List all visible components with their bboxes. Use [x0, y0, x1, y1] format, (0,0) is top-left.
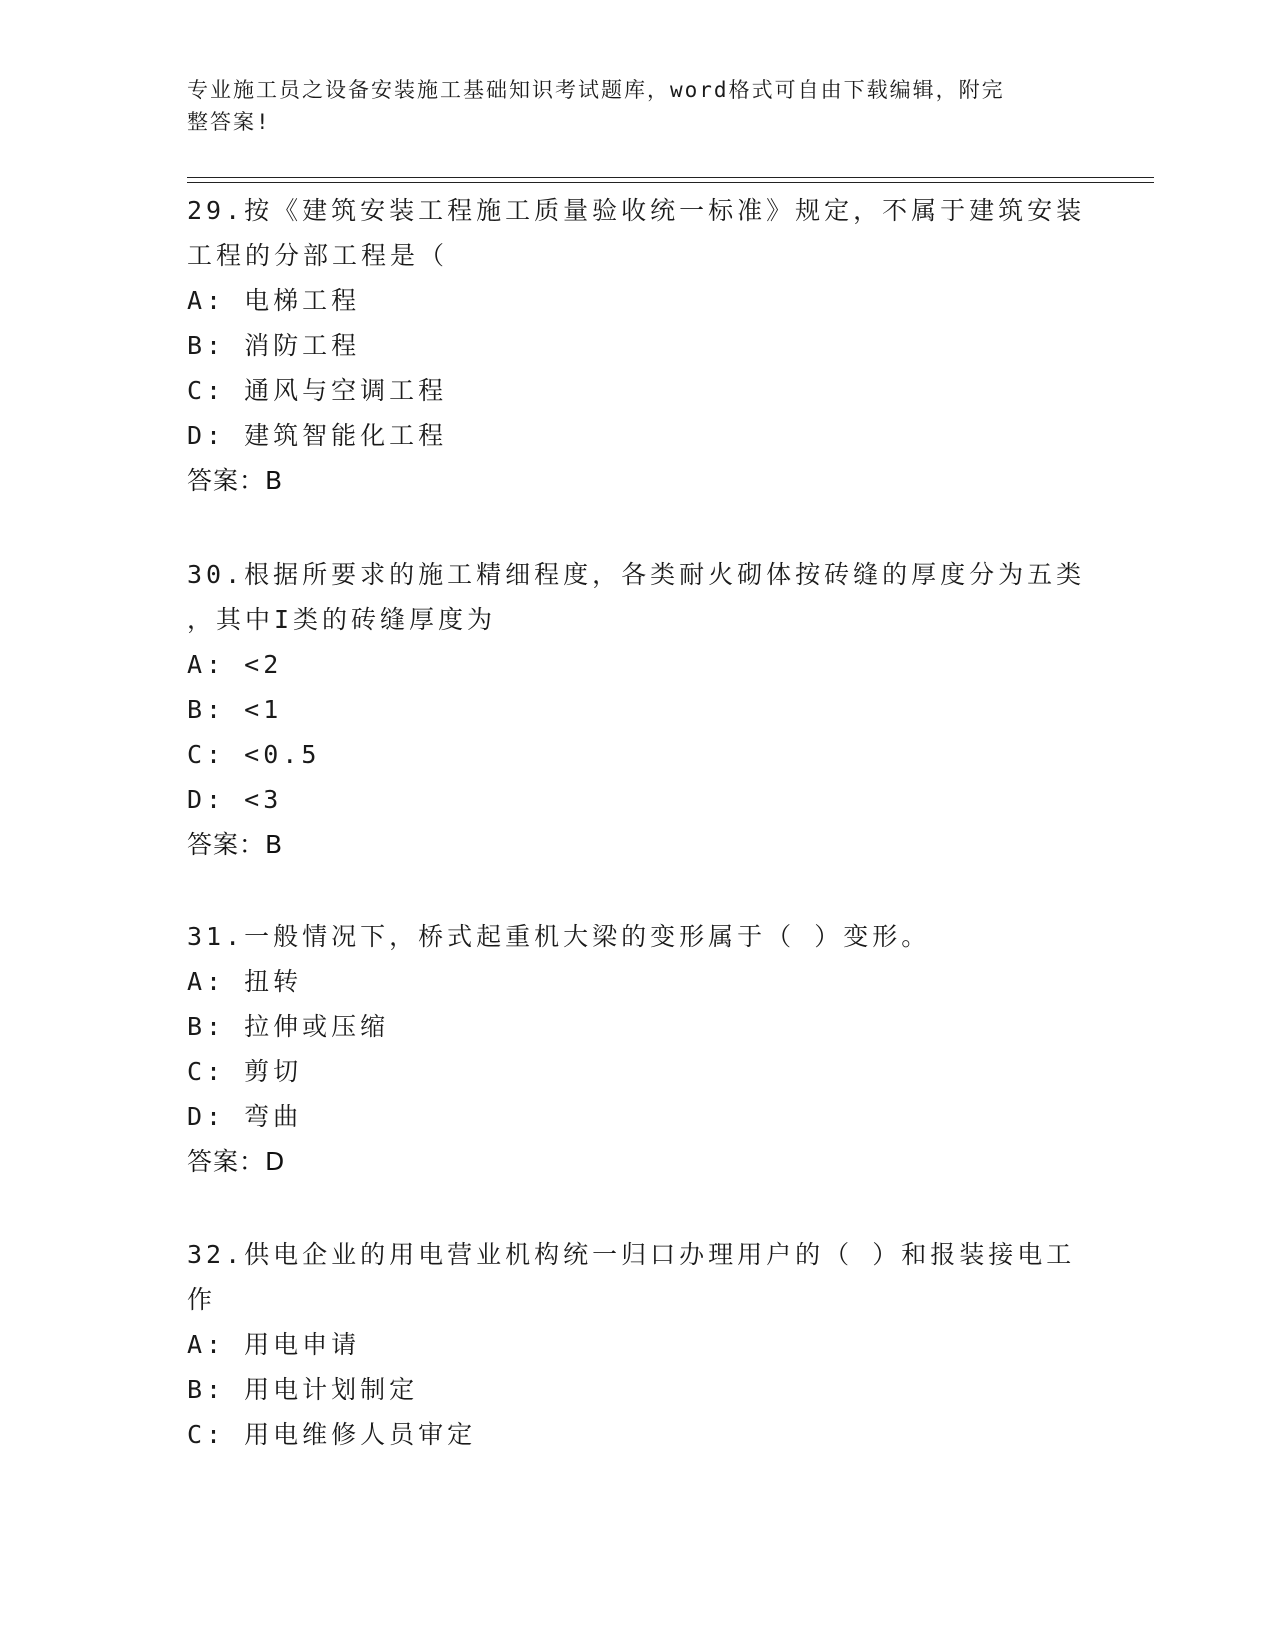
question-stem-line: 32.供电企业的用电营业机构统一归口办理用户的（ ）和报装接电工: [187, 1240, 1076, 1269]
option-key: D:: [187, 421, 226, 450]
option-key: A:: [187, 286, 226, 315]
question-32: [187, 1232, 1087, 1457]
option-text: <3: [244, 785, 283, 814]
question-stem-line: 31.一般情况下，桥式起重机大梁的变形属于（ ）变形。: [187, 922, 931, 951]
question-stem-line: 30.根据所要求的施工精细程度，各类耐火砌体按砖缝的厚度分为五类: [187, 560, 1086, 589]
question-stem: [187, 1232, 1087, 1322]
question-30: [187, 552, 1087, 867]
option-key: A:: [187, 650, 226, 679]
option-text: 拉伸或压缩: [244, 1012, 390, 1041]
option-text: 弯曲: [244, 1102, 303, 1131]
question-31: [187, 914, 1087, 1184]
option-key: B:: [187, 1375, 226, 1404]
option-key: D:: [187, 785, 226, 814]
option-key: C:: [187, 376, 226, 405]
option-d: [187, 413, 1087, 458]
option-text: 通风与空调工程: [244, 376, 448, 405]
option-c: [187, 732, 1087, 777]
option-d: [187, 777, 1087, 822]
question-stem-line: ，其中I类的砖缝厚度为: [187, 605, 497, 634]
option-text: <1: [244, 695, 283, 724]
question-stem: [187, 914, 1087, 959]
option-key: C:: [187, 1057, 226, 1086]
question-stem: [187, 552, 1087, 642]
question-stem-line: 工程的分部工程是（: [187, 241, 449, 270]
question-29: [187, 188, 1087, 503]
answer-line: 答案：B: [187, 466, 284, 495]
question-stem-line: 作: [187, 1285, 217, 1314]
option-key: B:: [187, 331, 226, 360]
option-key: D:: [187, 1102, 226, 1131]
option-key: B:: [187, 1012, 226, 1041]
option-c: [187, 368, 1087, 413]
option-b: [187, 1367, 1087, 1412]
option-text: 剪切: [244, 1057, 303, 1086]
option-c: [187, 1049, 1087, 1094]
option-a: [187, 278, 1087, 323]
option-text: 用电申请: [244, 1330, 361, 1359]
option-key: C:: [187, 1420, 226, 1449]
option-b: [187, 323, 1087, 368]
option-text: <0.5: [244, 740, 321, 769]
option-b: [187, 687, 1087, 732]
option-key: A:: [187, 967, 226, 996]
header-divider-bottom: [187, 182, 1154, 183]
question-stem-line: 29.按《建筑安装工程施工质量验收统一标准》规定，不属于建筑安装: [187, 196, 1086, 225]
answer-line: 答案：D: [187, 1147, 286, 1176]
option-key: C:: [187, 740, 226, 769]
option-text: 用电计划制定: [244, 1375, 419, 1404]
option-key: B:: [187, 695, 226, 724]
option-a: [187, 642, 1087, 687]
option-a: [187, 1322, 1087, 1367]
question-stem: [187, 188, 1087, 278]
answer-line: 答案：B: [187, 830, 284, 859]
option-text: <2: [244, 650, 283, 679]
document-header: [187, 74, 1067, 138]
header-line-1: 专业施工员之设备安装施工基础知识考试题库，word格式可自由下载编辑，附完: [187, 78, 1005, 102]
option-a: [187, 959, 1087, 1004]
option-b: [187, 1004, 1087, 1049]
option-text: 用电维修人员审定: [244, 1420, 477, 1449]
option-text: 电梯工程: [244, 286, 361, 315]
option-text: 扭转: [244, 967, 303, 996]
option-c: [187, 1412, 1087, 1457]
option-key: A:: [187, 1330, 226, 1359]
option-d: [187, 1094, 1087, 1139]
header-divider-top: [187, 177, 1154, 178]
option-text: 消防工程: [244, 331, 361, 360]
option-text: 建筑智能化工程: [244, 421, 448, 450]
header-line-2: 整答案!: [187, 110, 271, 134]
